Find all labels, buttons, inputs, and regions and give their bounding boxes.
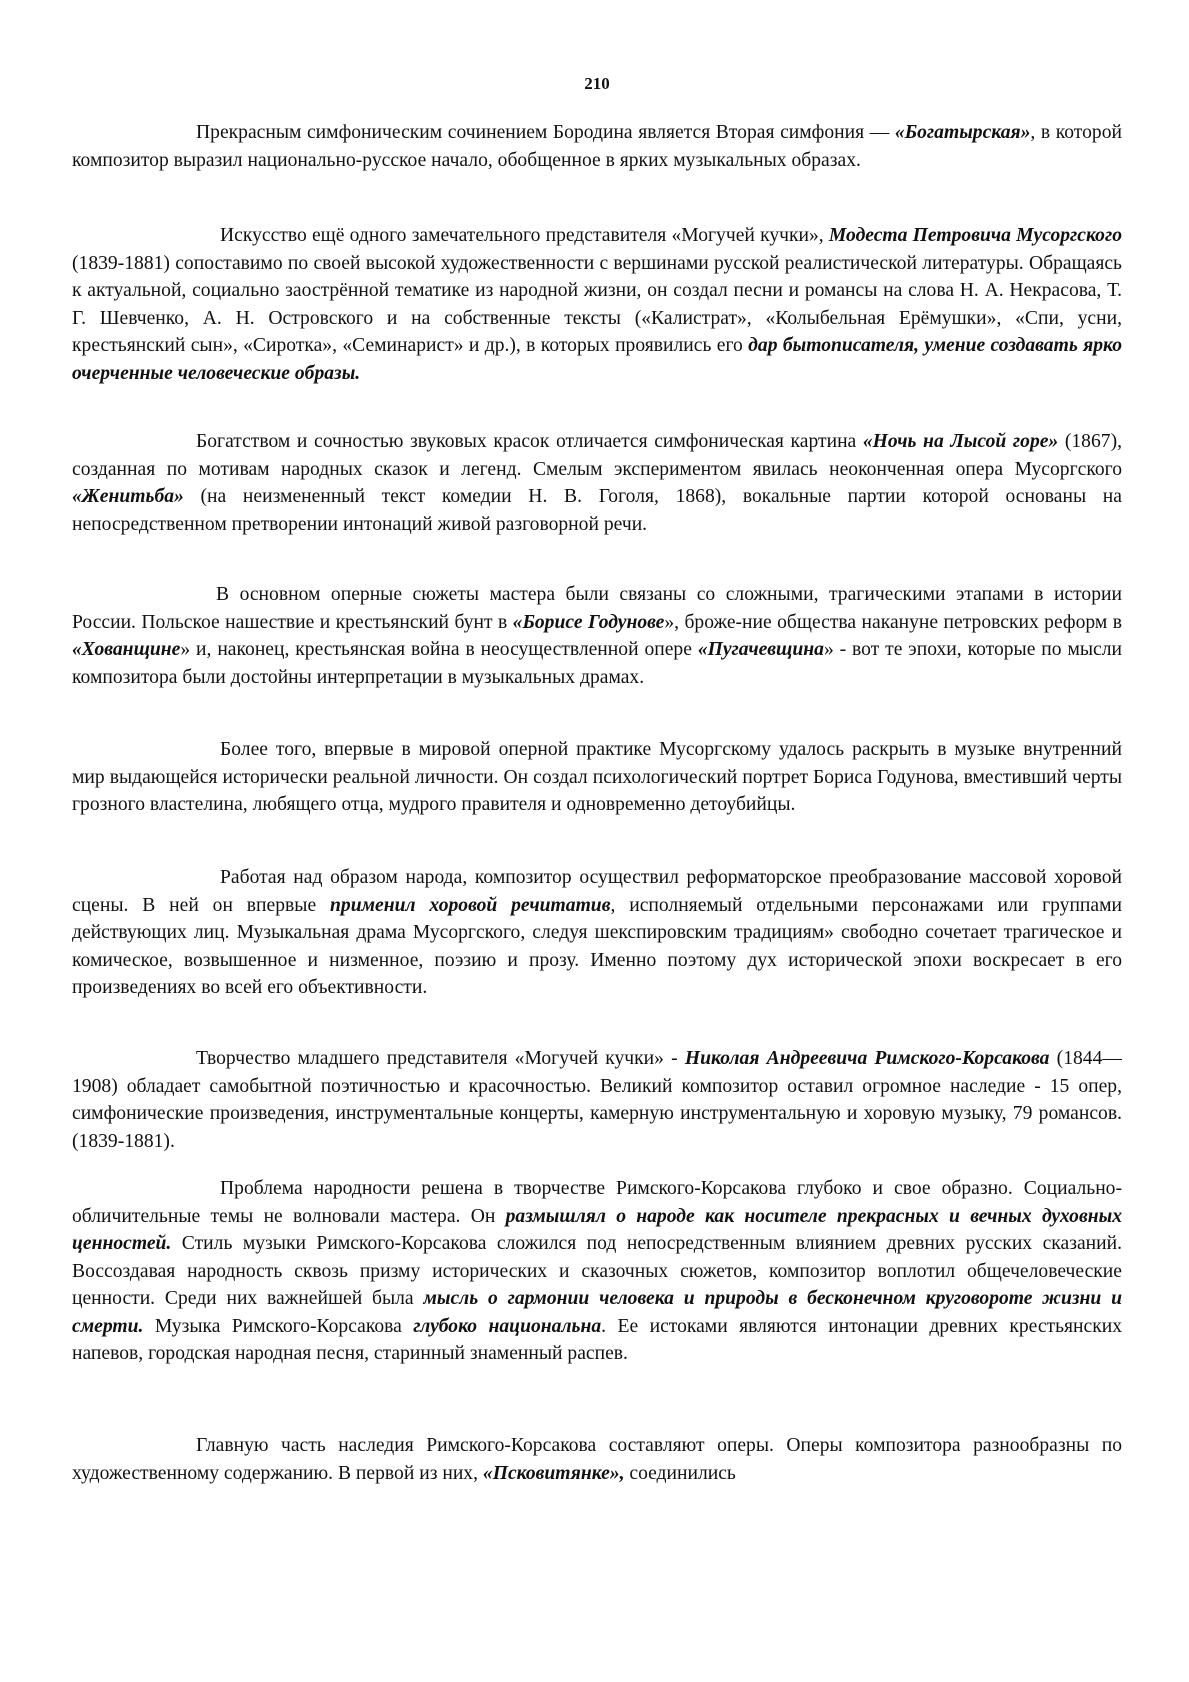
paragraph bbox=[72, 736, 1122, 819]
paragraph bbox=[72, 428, 1122, 538]
emphasis-text: «Богатырская» bbox=[894, 122, 1031, 143]
emphasis-text: мысль о гармонии человека и природы в бесконечном круговороте жизни и смерти. bbox=[72, 1288, 1122, 1337]
body-text: , исполняемый отдельными персонажами или группами действующих лиц. Музыкальная драма Мусоргского, следуя шекспировским традициям» свободно сочетает трагическое и комическое, возвышенное и низменное, поэзию и прозу. Именно поэтому дух исторической эпохи воскресает в его произведениях во всей его объективности. bbox=[72, 894, 1123, 998]
emphasis-text: «Псковитянке», bbox=[482, 1462, 625, 1484]
emphasis-text: дар бытописателя, умение создавать ярко очерченные человеческие образы. bbox=[72, 335, 1123, 384]
paragraph bbox=[72, 119, 1122, 174]
body-text: » - вот те эпохи, которые по мысли композитора были достойны интерпретации в музыкальных драмах. bbox=[72, 639, 1122, 688]
body-text: , в которой композитор выразил национально-русское начало, обобщенное в ярких музыкальных образах. bbox=[72, 122, 1122, 171]
body-text: (1867), созданная по мотивам народных сказок и легенд. Смелым экспериментом явилась неоконченная опера Мусоргского bbox=[72, 431, 1122, 480]
paragraph bbox=[72, 1045, 1122, 1155]
emphasis-text: «Хованщине bbox=[72, 639, 181, 660]
paragraph bbox=[72, 581, 1122, 691]
body-text: (1844—1908) обладает самобытной поэтичностью и красочностью. Великий композитор оставил огромное наследие - 15 опер, симфонические произведения, инструментальные концерты, камерную инструментальную и хоровую музыку, 79 романсов. (1839-1881). bbox=[72, 1048, 1122, 1152]
body-text: », броже-ние общества накануне петровских реформ в bbox=[664, 611, 1122, 633]
body-text: Работая над образом народа, композитор осуществил реформаторское преобразование массовой хоровой сцены. В ней он впервые bbox=[72, 867, 1122, 916]
emphasis-text: «Пугачевщина bbox=[697, 639, 824, 660]
body-text: соединились bbox=[624, 1462, 736, 1484]
emphasis-text: «Ночь на Лысой горе» bbox=[862, 431, 1059, 452]
body-text: Искусство ещё одного замечательного представителя «Могучей кучки», bbox=[220, 225, 829, 246]
emphasis-text: применил хоровой речитатив bbox=[330, 894, 611, 916]
paragraph bbox=[72, 222, 1122, 387]
body-text: » и, наконец, крестьянская война в неосуществленной опере bbox=[180, 639, 698, 660]
body-text: Творчество младшего представителя «Могучей кучки» - bbox=[196, 1048, 685, 1069]
body-text: Стиль музыки Римского-Корсакова сложился под непосредственным влиянием древних русских сказаний. Воссоздавая народность сквозь призму исторических и сказочных сюжетов, композитор воплотил общечеловеческие ценности. Среди них важнейшей была bbox=[72, 1233, 1122, 1309]
body-text: Прекрасным симфоническим сочинением Бородина является Вторая симфония — bbox=[196, 122, 895, 143]
emphasis-text: «Борисе Годунове bbox=[512, 611, 665, 633]
emphasis-text: глубоко национальна bbox=[413, 1315, 602, 1337]
body-text: Главную часть наследия Римского-Корсакова составляют оперы. Оперы композитора разнообразны по художественному содержанию. В первой из них, bbox=[72, 1435, 1122, 1484]
emphasis-text: «Женитьба» bbox=[72, 486, 184, 507]
body-text: (1839-1881) сопоставимо по своей высокой художественности с вершинами русской реалистической литературы. Обращаясь к актуальной, социально заострённой тематике из народной жизни, он создал песни и романсы на слова Н. А. Некрасова, Т. Г. Шевченко, А. Н. Островского и на собственные тексты («Калистрат», «Колыбельная Ерёмушки», «Спи, усни, крестьянский сын», «Сиротка», «Семинарист» и др.), в которых проявились его bbox=[72, 252, 1122, 356]
body-text: . Ее истоками являются интонации древних крестьянских напевов, городская народная песня, старинный знаменный распев. bbox=[72, 1315, 1123, 1364]
body-text: Богатством и сочностью звуковых красок отличается симфоническая картина bbox=[196, 431, 863, 452]
body-text: Музыка Римского-Корсакова bbox=[143, 1315, 414, 1337]
body-text: Более того, впервые в мировой оперной практике Мусоргскому удалось раскрыть в музыке внутренний мир выдающейся исторически реальной личности. Он создал психологический портрет Бориса Годунова, вместивший черты грозного властелина, любящего отца, мудрого правителя и одновременно детоубийцы. bbox=[72, 739, 1122, 815]
paragraph bbox=[72, 1432, 1122, 1487]
emphasis-text: Николая Андреевича Римского-Корсакова bbox=[684, 1048, 1050, 1069]
paragraph bbox=[72, 1175, 1122, 1368]
emphasis-text: размышлял о народе как носителе прекрасных и вечных духовных ценностей. bbox=[72, 1205, 1123, 1254]
body-text: (на неизмененный текст комедии Н. В. Гоголя, 1868), вокальные партии которой основаны на непосредственном претворении интонаций живой разговорной речи. bbox=[72, 486, 1122, 535]
body-text: В основном оперные сюжеты мастера были связаны со сложными, трагическими этапами в истории России. Польское нашествие и крестьянский бунт в bbox=[72, 584, 1122, 633]
body-text: Проблема народности решена в творчестве Римского-Корсакова глубоко и свое образно. Социально-обличительные темы не волновали мастера. Он bbox=[72, 1178, 1122, 1227]
paragraph bbox=[72, 864, 1122, 1002]
page-number: 210 bbox=[584, 74, 610, 93]
emphasis-text: Модеста Петровича Мусоргского bbox=[828, 225, 1122, 246]
